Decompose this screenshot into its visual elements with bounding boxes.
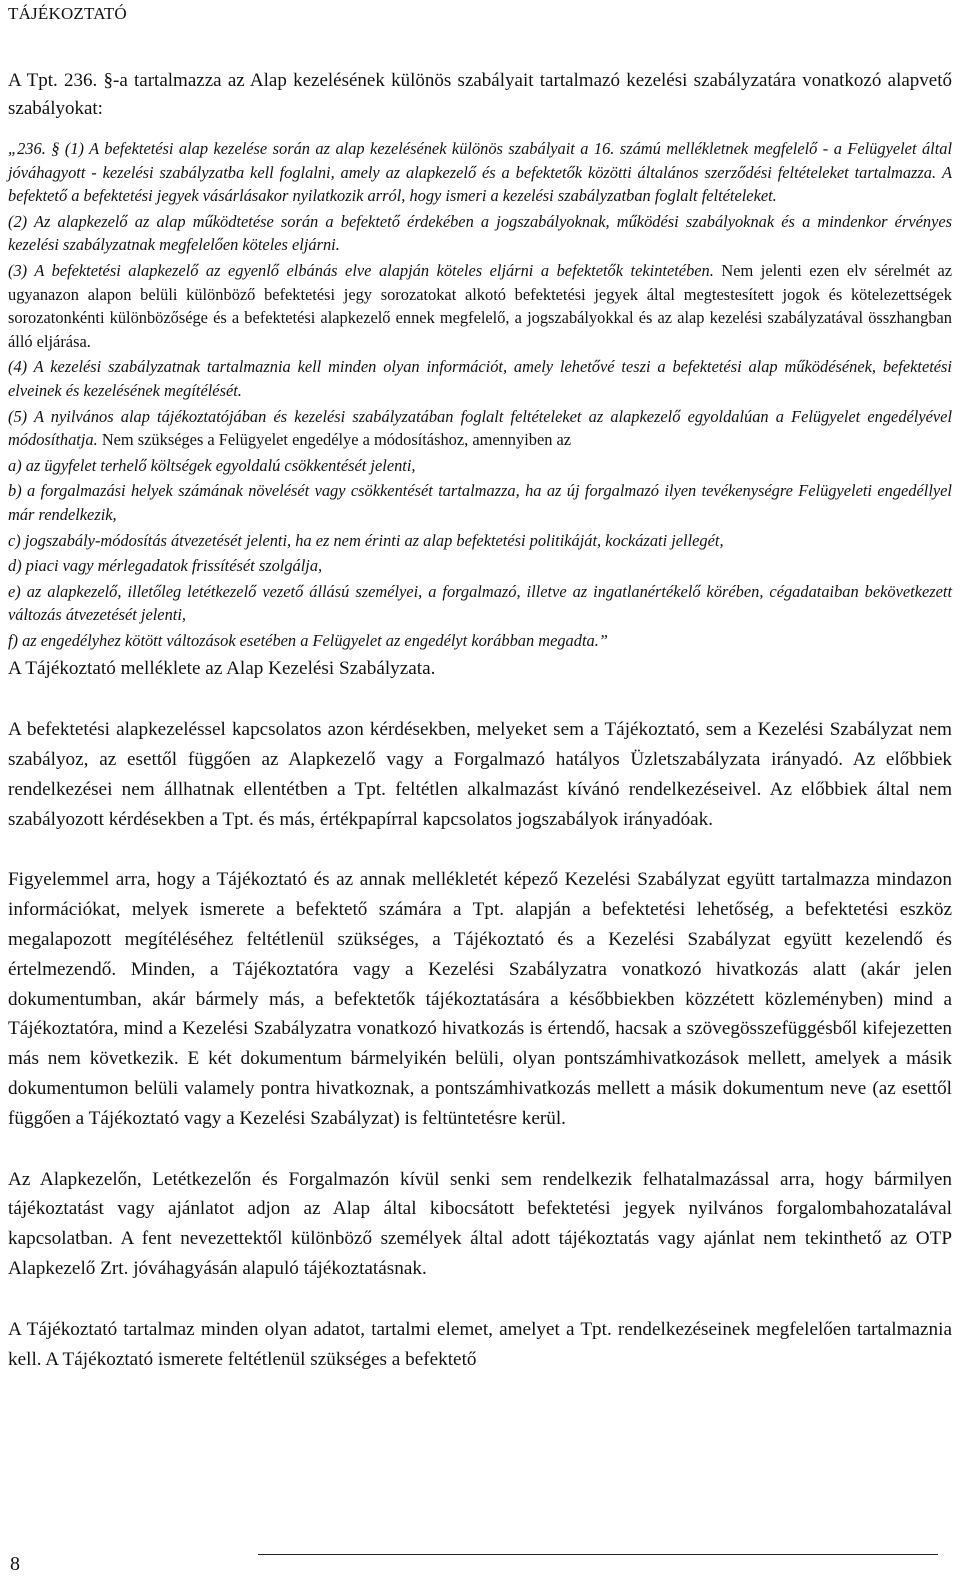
statute-paragraph-1-part-a: „236. § (1) A befektetési alap kezelése során az alap kezelésének különös szabályait a 16. számú mellékletnek megfelelő - a Felügyelet által jóváhagyott - kezelési szabályzatba kell foglalni, amely az alapkezelő és a befektetők közötti általános szerződési feltételeket tartalmazza.: [8, 139, 952, 182]
statute-paragraph-3-part-b: Nem jelenti ezen elv sérelmét az ugyanazon alapon belüli különböző befektetési jegy sorozatokat alkotó befektetési jegyek által megtestesített jogok és kötelezettségek sorozatonkénti különbözősége és a befektetési alapkezelő ennek megfelelő, a jogszabályokkal és az alap kezelési szabályzatával összhangban álló eljárása.: [8, 260, 952, 351]
body-paragraph-3: Az Alapkezelőn, Letétkezelőn és Forgalmazón kívül senki sem rendelkezik felhatalmazással arra, hogy bármilyen tájékoztatást vagy ajánlatot adjon az Alap által kibocsátott befektetési jegyek nyilvános forgalombahozatalával kapcsolatban. A fent nevezettektől különböző személyek által adott tájékoztatás vagy ajánlat nem tekinthető az OTP Alapkezelő Zrt. jóváhagyásán alapuló tájékoztatásnak.: [8, 1168, 952, 1280]
statute-paragraph-4: (4) A kezelési szabályzatnak tartalmaznia kell minden olyan információt, amely lehetővé teszi a befektetési alap működésének, befektetési elveinek és kezelésének megítélését.: [8, 357, 952, 400]
statute-item-f: f) az engedélyhez kötött változások esetében a Felügyelet az engedélyt korábban megadta.”: [8, 630, 608, 650]
body-paragraph-4: A Tájékoztató tartalmaz minden olyan adatot, tartalmi elemet, amelyet a Tpt. rendelkezéseinek megfelelően tartalmaznia kell. A Tájékoztató ismerete feltétlenül szükséges a befektető: [8, 1318, 952, 1370]
statute-paragraph-5-part-b: Nem szükséges a Felügyelet engedélye a módosításhoz, amennyiben az: [101, 430, 572, 450]
statute-paragraph-5: [8, 405, 952, 452]
statute-paragraph-1: [8, 137, 952, 208]
statute-paragraph-3-part-a: (3) A befektetési alapkezelő az egyenlő elbánás elve alapján köteles eljárni a befektetők tekintetében.: [8, 260, 714, 280]
page-number: 8: [10, 1553, 20, 1575]
statute-paragraph-3: [8, 259, 952, 353]
body-text: [8, 654, 952, 1374]
statute-item-e: e) az alapkezelő, illetőleg letétkezelő vezető állású személyei, a forgalmazó, illetve az ingatlanértékelő körében, cégadataiban bekövetkezett változás átvezetését jelenti,: [8, 581, 952, 625]
statute-item-a: a) az ügyfelet terhelő költségek egyoldalú csökkentését jelenti,: [8, 455, 416, 475]
statute-paragraph-2: (2) Az alapkezelő az alap működtetése során a befektető érdekében a jogszabályoknak, működési szabályoknak és a mindenkor érvényes kezelési szabályzatnak megfelelően köteles eljárni.: [8, 211, 952, 255]
statute-paragraph-1-part-b: A befektető a befektetési jegyek vásárlásakor nyilatkozik arról, hogy ismeri a kezelési szabályzatban foglalt feltételeket.: [8, 162, 952, 206]
body-paragraph-2: Figyelemmel arra, hogy a Tájékoztató és az annak mellékletét képező Kezelési Szabályzat együtt tartalmazza mindazon információkat, melyek ismerete a befektető számára a Tpt. alapján a befektetési lehetőség, a befektetési eszköz megalapozott megítéléséhez feltétlenül szükséges, a Tájékoztató és a Kezelési Szabályzat együtt kezelendő és értelmezendő. Minden, a Tájékoztatóra vagy a Kezelési Szabályzatra vonatkozó hivatkozás alatt (akár jelen dokumentumban, akár bármely más, a befektetők tájékoztatására a későbbiekben közzétett közleményben) mind a Tájékoztatóra, mind a Kezelési Szabályzatra vonatkozó hivatkozás is értendő, hacsak a szövegösszefüggésből kifejezetten más nem következik. E két dokumentum bármelyikén belüli, olyan pontszámhivatkozások mellett, amelyek a másik dokumentumon belüli valamely pontra hivatkoznak, a pontszámhivatkozás mellett a másik dokumentum neve (az esettől függően a Tájékoztató vagy a Kezelési Szabályzat) is feltüntetésre kerül.: [8, 869, 952, 1129]
running-header: TÁJÉKOZTATÓ: [8, 4, 127, 23]
quoted-statute: [8, 137, 952, 652]
document-page: [8, 0, 952, 1374]
body-paragraph-1: A befektetési alapkezeléssel kapcsolatos azon kérdésekben, melyeket sem a Tájékoztató, sem a Kezelési Szabályzat nem szabályoz, az esettől függően az Alapkezelő vagy a Forgalmazó hatályos Üzletszabályzata irányadó. Az előbbiek rendelkezései nem állhatnak ellentétben a Tpt. feltétlen alkalmazást kívánó rendelkezéseivel. Az előbbiek által nem szabályozott kérdésekben a Tpt. és más, értékpapírral kapcsolatos jogszabályok irányadóak.: [8, 719, 952, 830]
annex-statement: A Tájékoztató melléklete az Alap Kezelési Szabályzata.: [8, 658, 436, 680]
footer-divider: [258, 1554, 938, 1555]
statute-item-b: b) a forgalmazási helyek számának növelését vagy csökkentését tartalmazza, ha az új forgalmazó ilyen tevékenységre Felügyeleti engedéllyel már rendelkezik,: [8, 481, 952, 524]
statute-paragraph-5-part-a: (5) A nyilvános alap tájékoztatójában és kezelési szabályzatában foglalt feltételeket az alapkezelő egyoldalúan a Felügyelet engedélyével módosíthatja.: [8, 406, 952, 450]
intro-paragraph: A Tpt. 236. §-a tartalmazza az Alap kezelésének különös szabályait tartalmazó kezelési szabályzatára vonatkozó alapvető szabályokat:: [8, 70, 952, 119]
statute-item-d: d) piaci vagy mérlegadatok frissítését szolgálja,: [8, 556, 323, 576]
statute-item-c: c) jogszabály-módosítás átvezetését jelenti, ha ez nem érinti az alap befektetési politikáját, kockázati jellegét,: [8, 530, 724, 550]
